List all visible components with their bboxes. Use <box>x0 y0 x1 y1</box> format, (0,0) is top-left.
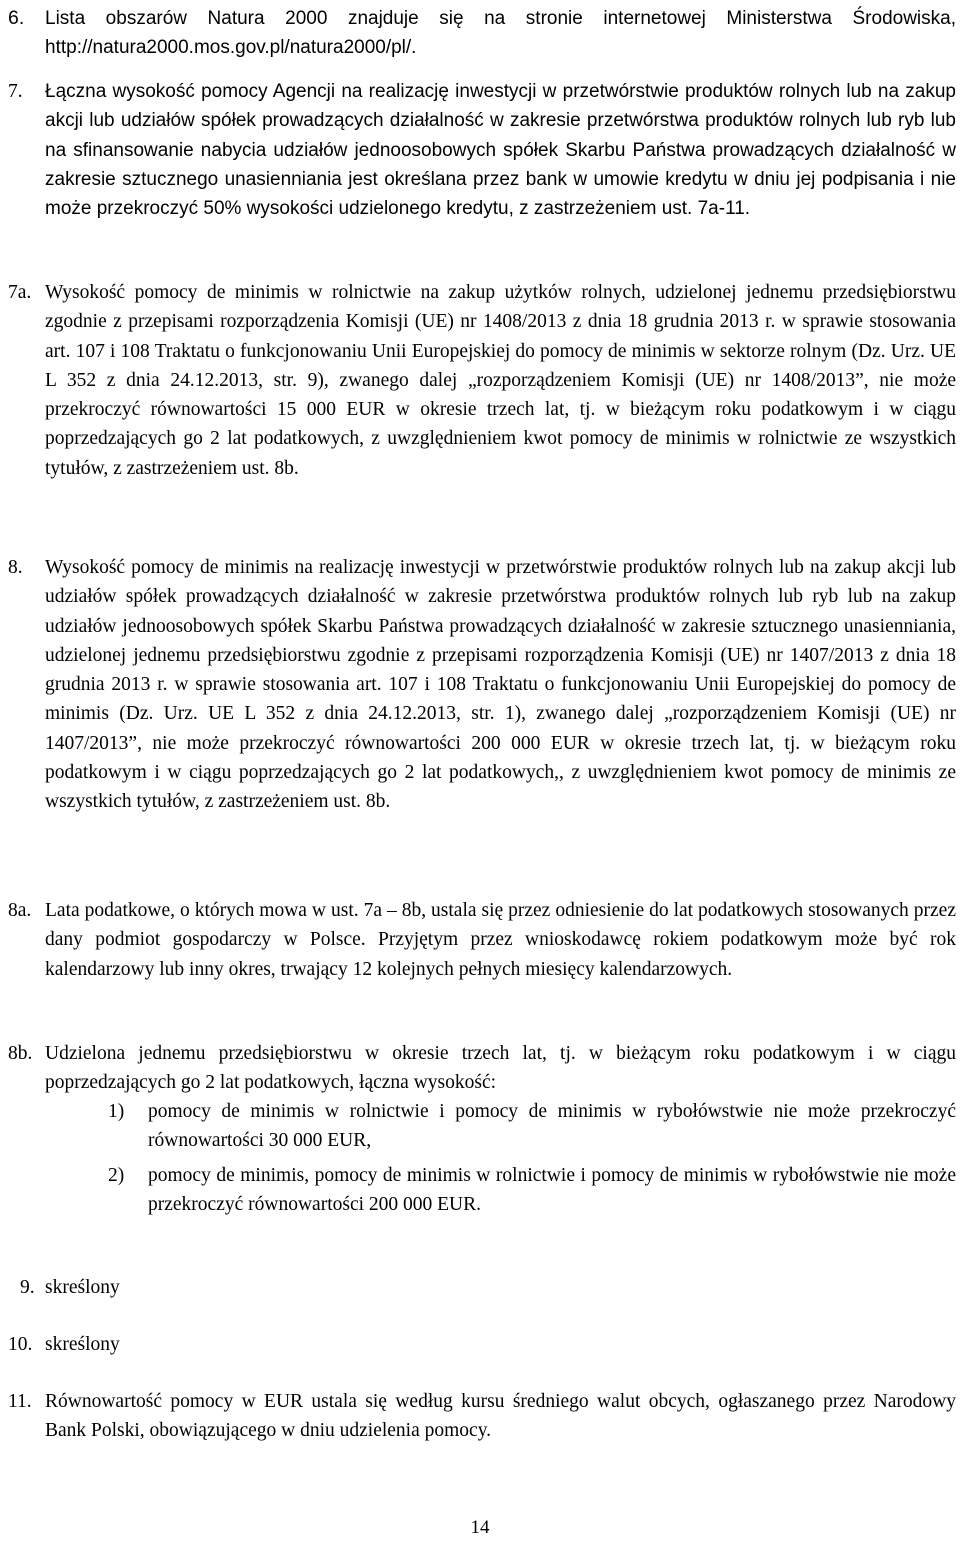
item-number: 8b. <box>8 1043 33 1064</box>
subitem-text: pomocy de minimis w rolnictwie i pomocy de minimis w rybołówstwie nie może przekroczyć równowartości 30 000 EUR, <box>148 1101 956 1152</box>
item-text: Wysokość pomocy de minimis w rolnictwie na zakup użytków rolnych, udzielonej jednemu przedsiębiorstwu zgodnie z przepisami rozporządzenia Komisji (UE) nr 1408/2013 z dnia 18 grudnia 2013 r. w sprawie stosowania art. 107 i 108 Traktatu o funkcjonowaniu Unii Europejskiej do pomocy de minimis w sektorze rolnym (Dz. Urz. UE L 352 z dnia 24.12.2013, str. 9), zwanego dalej „rozporządzeniem Komisji (UE) nr 1408/2013”, nie może przekroczyć równowartości 15 000 EUR w okresie trzech lat, tj. w bieżącym roku podatkowym i w ciągu poprzedzających go 2 lat podatkowych, z uwzględnieniem kwot pomocy de minimis w rolnictwie ze wszystkich tytułów, z zastrzeżeniem ust. 8b. <box>45 282 956 479</box>
item-text: Udzielona jednemu przedsiębiorstwu w okresie trzech lat, tj. w bieżącym roku podatkowym i w ciągu poprzedzających go 2 lat podatkowych, łączna wysokość: <box>45 1043 956 1094</box>
item-number: 8. <box>8 557 23 578</box>
item-number: 9. <box>20 1277 35 1298</box>
item-number: 7. <box>8 81 23 102</box>
item-text: skreślony <box>45 1277 120 1298</box>
item-number: 7a. <box>8 282 32 303</box>
item-text: Lista obszarów Natura 2000 znajduje się na stronie internetowej Ministerstwa Środowiska, http://natura2000.mos.gov.pl/natura2000/pl/. <box>45 8 956 59</box>
item-number: 8a. <box>8 900 32 921</box>
item-text: Równowartość pomocy w EUR ustala się według kursu średniego walut obcych, ogłaszanego przez Narodowy Bank Polski, obowiązującego w dniu udzielenia pomocy. <box>45 1391 956 1442</box>
item-text: Wysokość pomocy de minimis na realizację inwestycji w przetwórstwie produktów rolnych lub na zakup akcji lub udziałów spółek prowadzących działalność w zakresie przetwórstwa produktów rolnych lub ryb lub na zakup udziałów jednoosobowych spółek Skarbu Państwa prowadzących działalność w zakresie sztucznego unasienniania, udzielonej jednemu przedsiębiorstwu zgodnie z przepisami rozporządzenia Komisji (UE) nr 1407/2013 z dnia 18 grudnia 2013 r. w sprawie stosowania art. 107 i 108 Traktatu o funkcjonowaniu Unii Europejskiej do pomocy de minimis (Dz. Urz. UE L 352 z dnia 24.12.2013, str. 1), zwanego dalej „rozporządzeniem Komisji (UE) nr 1407/2013”, nie może przekroczyć równowartości 200 000 EUR w okresie trzech lat, tj. w bieżącym roku podatkowym i w ciągu poprzedzających go 2 lat podatkowych,, z uwzględnieniem kwot pomocy de minimis ze wszystkich tytułów, z zastrzeżeniem ust. 8b. <box>45 557 956 813</box>
item-number: 10. <box>8 1334 33 1355</box>
item-text: skreślony <box>45 1334 120 1355</box>
subitem-number: 1) <box>108 1101 125 1122</box>
item-number: 6. <box>8 7 25 29</box>
item-text: Łączna wysokość pomocy Agencji na realizację inwestycji w przetwórstwie produktów rolnych lub na zakup akcji lub udziałów spółek prowadzących działalność w zakresie przetwórstwa produktów rolnych lub ryb lub na sfinansowanie nabycia udziałów jednoosobowych spółek Skarbu Państwa prowadzących działalność w zakresie sztucznego unasienniania jest określana przez bank w umowie kredytu w dniu jej podpisania i nie może przekroczyć 50% wysokości udzielonego kredytu, z zastrzeżeniem ust. 7a-11. <box>45 81 956 220</box>
page-number: 14 <box>470 1517 490 1538</box>
item-text: Lata podatkowe, o których mowa w ust. 7a – 8b, ustala się przez odniesienie do lat podatkowych stosowanych przez dany podmiot gospodarczy w Polsce. Przyjętym przez wnioskodawcę rokiem podatkowym może być rok kalendarzowy lub inny okres, trwający 12 kolejnych pełnych miesięcy kalendarzowych. <box>45 900 956 980</box>
subitem-number: 2) <box>108 1165 125 1186</box>
item-number: 11. <box>8 1391 32 1412</box>
subitem-text: pomocy de minimis, pomocy de minimis w rolnictwie i pomocy de minimis w rybołówstwie nie może przekroczyć równowartości 200 000 EUR. <box>148 1165 956 1216</box>
